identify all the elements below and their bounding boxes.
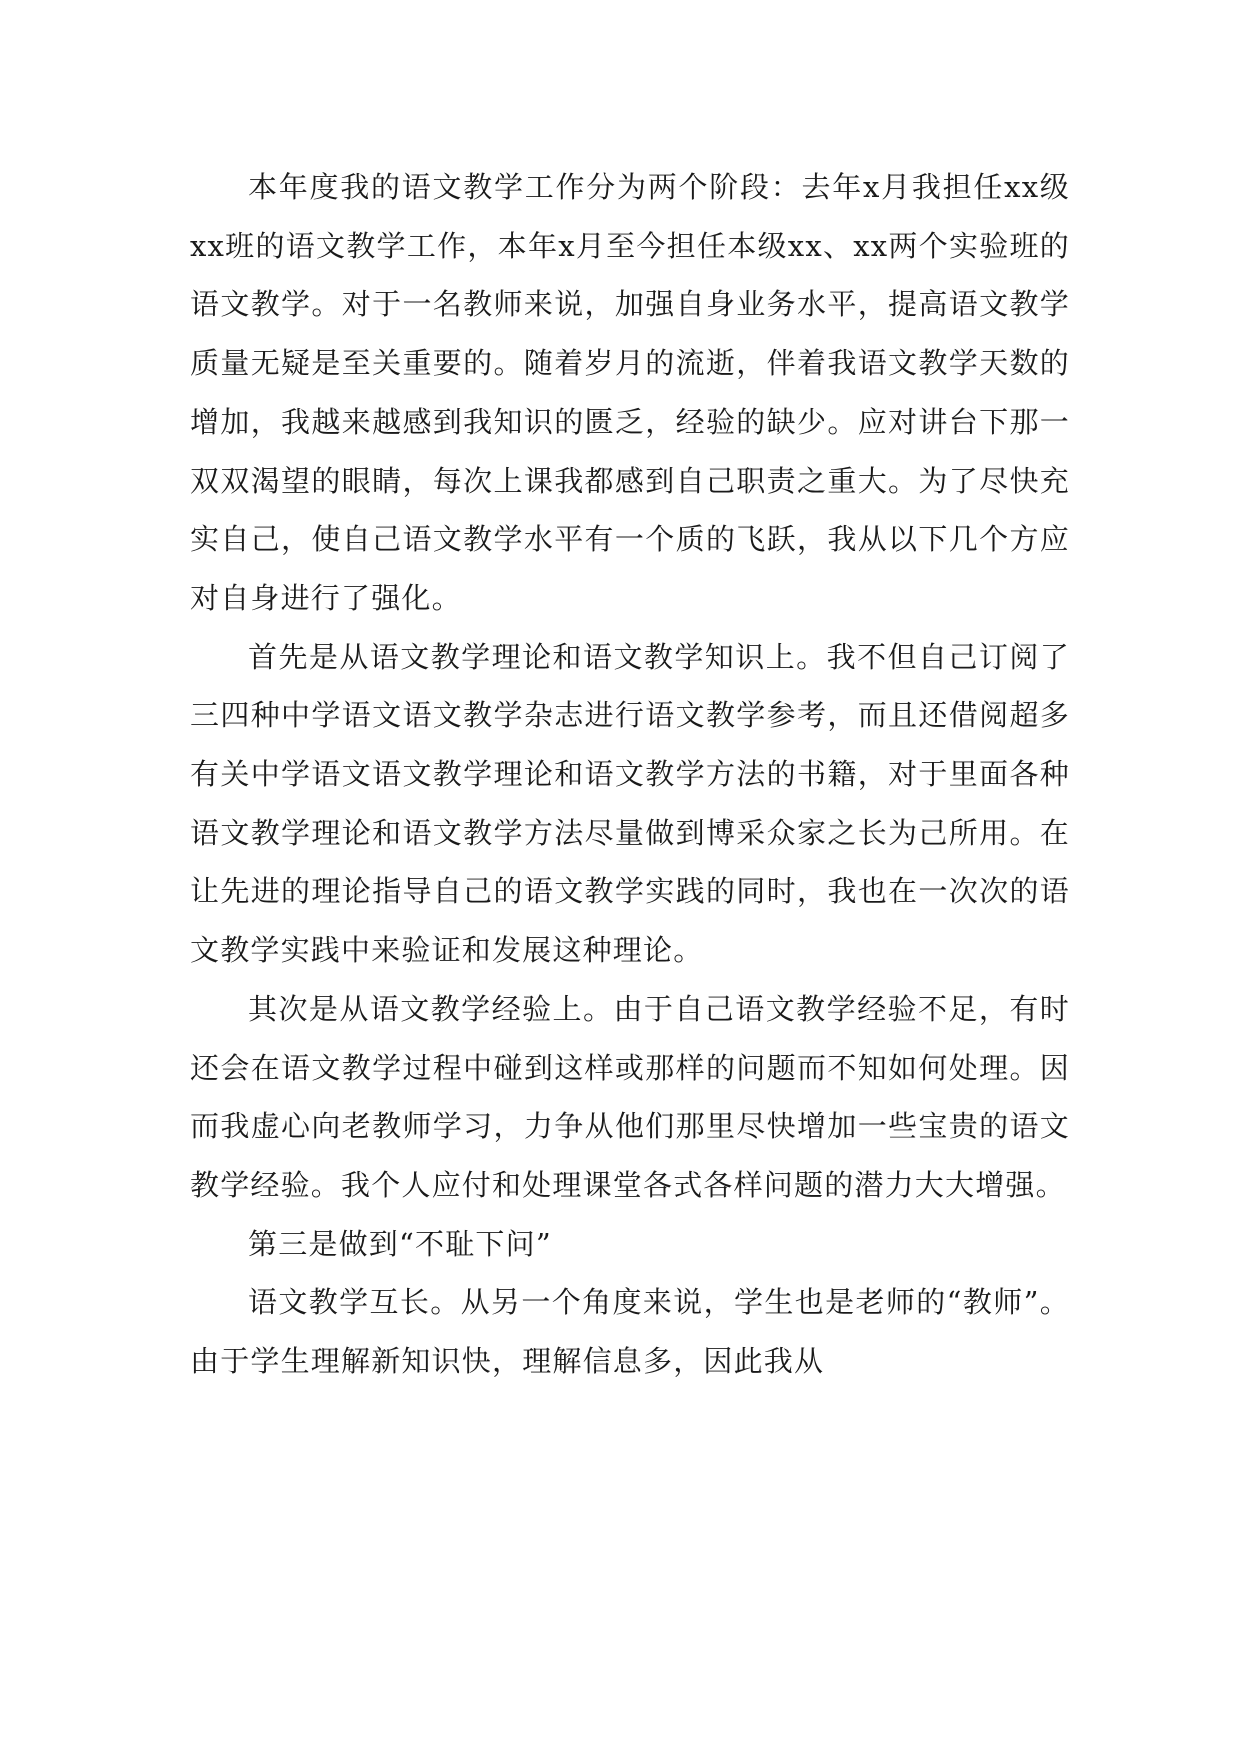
document-body [190,158,1070,1391]
paragraph-3: 其次是从语文教学经验上。由于自己语文教学经验不足，有时还会在语文教学过程中碰到这样或那样的问题而不知如何处理。因而我虚心向老教师学习，力争从他们那里尽快增加一些宝贵的语文教学经验。我个人应付和处理课堂各式各样问题的潜力大大增强。 [190,991,1070,1202]
paragraph-5: 语文教学互长。从另一个角度来说，学生也是老师的“教师”。由于学生理解新知识快，理解信息多，因此我从 [190,1285,1070,1379]
paragraph-1: 本年度我的语文教学工作分为两个阶段：去年x月我担任xx级xx班的语文教学工作，本年x月至今担任本级xx、xx两个实验班的语文教学。对于一名教师来说，加强自身业务水平，提高语文教学质量无疑是至关重要的。随着岁月的流逝，伴着我语文教学天数的增加，我越来越感到我知识的匮乏，经验的缺少。应对讲台下那一双双渴望的眼睛，每次上课我都感到自己职责之重大。为了尽快充实自己，使自己语文教学水平有一个质的飞跃，我从以下几个方应对自身进行了强化。 [190,170,1070,615]
paragraph-2: 首先是从语文教学理论和语文教学知识上。我不但自己订阅了三四种中学语文语文教学杂志进行语文教学参考，而且还借阅超多有关中学语文语文教学理论和语文教学方法的书籍，对于里面各种语文教学理论和语文教学方法尽量做到博采众家之长为己所用。在让先进的理论指导自己的语文教学实践的同时，我也在一次次的语文教学实践中来验证和发展这种理论。 [190,639,1070,968]
paragraph-4: 第三是做到“不耻下问” [248,1226,552,1261]
